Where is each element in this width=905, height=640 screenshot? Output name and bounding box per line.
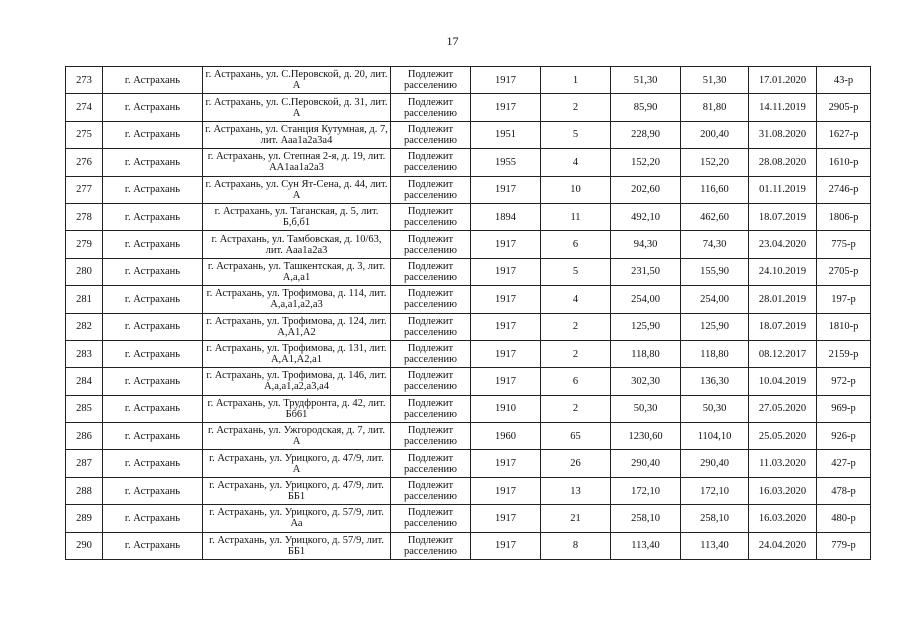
table-row — [66, 505, 871, 532]
address-cell: г. Астрахань, ул. Трофимова, д. 131, лит. А,А1,А2,а1 — [203, 340, 391, 367]
row-number-cell: 281 — [66, 286, 103, 313]
table-row — [66, 203, 871, 230]
row-number-cell: 285 — [66, 395, 103, 422]
living-area-cell: 74,30 — [681, 231, 749, 258]
year-cell: 1917 — [471, 532, 541, 559]
living-area-cell: 200,40 — [681, 121, 749, 148]
address-cell: г. Астрахань, ул. Трофимова, д. 124, лит. А,А1,А2 — [203, 313, 391, 340]
address-cell: г. Астрахань, ул. Тамбовская, д. 10/63, лит. Ааа1а2а3 — [203, 231, 391, 258]
total-area-cell: 202,60 — [611, 176, 681, 203]
living-area-cell: 462,60 — [681, 203, 749, 230]
year-cell: 1955 — [471, 149, 541, 176]
decision-date-cell: 25.05.2020 — [749, 423, 817, 450]
total-area-cell: 231,50 — [611, 258, 681, 285]
total-area-cell: 254,00 — [611, 286, 681, 313]
city-cell: г. Астрахань — [103, 532, 203, 559]
order-number-cell: 969-р — [817, 395, 871, 422]
city-cell: г. Астрахань — [103, 149, 203, 176]
status-cell: Подлежит расселению — [391, 67, 471, 94]
row-number-cell: 277 — [66, 176, 103, 203]
table-row — [66, 67, 871, 94]
living-area-cell: 152,20 — [681, 149, 749, 176]
order-number-cell: 197-р — [817, 286, 871, 313]
total-area-cell: 118,80 — [611, 340, 681, 367]
table-row — [66, 286, 871, 313]
residents-cell: 6 — [541, 368, 611, 395]
year-cell: 1917 — [471, 258, 541, 285]
year-cell: 1960 — [471, 423, 541, 450]
order-number-cell: 43-р — [817, 67, 871, 94]
total-area-cell: 125,90 — [611, 313, 681, 340]
residents-cell: 1 — [541, 67, 611, 94]
living-area-cell: 254,00 — [681, 286, 749, 313]
living-area-cell: 172,10 — [681, 477, 749, 504]
year-cell: 1917 — [471, 340, 541, 367]
table-row — [66, 395, 871, 422]
city-cell: г. Астрахань — [103, 94, 203, 121]
table-row — [66, 258, 871, 285]
address-cell: г. Астрахань, ул. Урицкого, д. 47/9, лит. ББ1 — [203, 477, 391, 504]
living-area-cell: 258,10 — [681, 505, 749, 532]
total-area-cell: 1230,60 — [611, 423, 681, 450]
address-cell: г. Астрахань, ул. Урицкого, д. 57/9, лит. Аа — [203, 505, 391, 532]
city-cell: г. Астрахань — [103, 203, 203, 230]
year-cell: 1917 — [471, 286, 541, 313]
table-row — [66, 313, 871, 340]
year-cell: 1917 — [471, 505, 541, 532]
order-number-cell: 926-р — [817, 423, 871, 450]
row-number-cell: 282 — [66, 313, 103, 340]
row-number-cell: 288 — [66, 477, 103, 504]
city-cell: г. Астрахань — [103, 505, 203, 532]
total-area-cell: 302,30 — [611, 368, 681, 395]
decision-date-cell: 24.04.2020 — [749, 532, 817, 559]
year-cell: 1917 — [471, 477, 541, 504]
residents-cell: 5 — [541, 121, 611, 148]
decision-date-cell: 16.03.2020 — [749, 477, 817, 504]
decision-date-cell: 14.11.2019 — [749, 94, 817, 121]
city-cell: г. Астрахань — [103, 395, 203, 422]
decision-date-cell: 08.12.2017 — [749, 340, 817, 367]
year-cell: 1917 — [471, 450, 541, 477]
status-cell: Подлежит расселению — [391, 532, 471, 559]
city-cell: г. Астрахань — [103, 450, 203, 477]
living-area-cell: 113,40 — [681, 532, 749, 559]
decision-date-cell: 10.04.2019 — [749, 368, 817, 395]
row-number-cell: 280 — [66, 258, 103, 285]
order-number-cell: 478-р — [817, 477, 871, 504]
table-body — [66, 67, 871, 560]
order-number-cell: 427-р — [817, 450, 871, 477]
status-cell: Подлежит расселению — [391, 340, 471, 367]
order-number-cell: 1806-р — [817, 203, 871, 230]
total-area-cell: 50,30 — [611, 395, 681, 422]
row-number-cell: 286 — [66, 423, 103, 450]
living-area-cell: 125,90 — [681, 313, 749, 340]
row-number-cell: 283 — [66, 340, 103, 367]
city-cell: г. Астрахань — [103, 368, 203, 395]
residents-cell: 21 — [541, 505, 611, 532]
residents-cell: 13 — [541, 477, 611, 504]
decision-date-cell: 18.07.2019 — [749, 313, 817, 340]
address-cell: г. Астрахань, ул. Урицкого, д. 47/9, лит. А — [203, 450, 391, 477]
table-row — [66, 450, 871, 477]
table-row — [66, 532, 871, 559]
status-cell: Подлежит расселению — [391, 149, 471, 176]
housing-registry-table — [65, 66, 871, 560]
residents-cell: 5 — [541, 258, 611, 285]
row-number-cell: 273 — [66, 67, 103, 94]
table-row — [66, 231, 871, 258]
status-cell: Подлежит расселению — [391, 368, 471, 395]
status-cell: Подлежит расселению — [391, 395, 471, 422]
living-area-cell: 116,60 — [681, 176, 749, 203]
living-area-cell: 118,80 — [681, 340, 749, 367]
row-number-cell: 278 — [66, 203, 103, 230]
residents-cell: 26 — [541, 450, 611, 477]
year-cell: 1917 — [471, 94, 541, 121]
row-number-cell: 274 — [66, 94, 103, 121]
year-cell: 1917 — [471, 313, 541, 340]
residents-cell: 4 — [541, 286, 611, 313]
residents-cell: 8 — [541, 532, 611, 559]
residents-cell: 4 — [541, 149, 611, 176]
status-cell: Подлежит расселению — [391, 203, 471, 230]
living-area-cell: 155,90 — [681, 258, 749, 285]
status-cell: Подлежит расселению — [391, 121, 471, 148]
decision-date-cell: 31.08.2020 — [749, 121, 817, 148]
address-cell: г. Астрахань, ул. С.Перовской, д. 31, лит. А — [203, 94, 391, 121]
order-number-cell: 779-р — [817, 532, 871, 559]
order-number-cell: 1610-р — [817, 149, 871, 176]
row-number-cell: 287 — [66, 450, 103, 477]
city-cell: г. Астрахань — [103, 423, 203, 450]
status-cell: Подлежит расселению — [391, 258, 471, 285]
order-number-cell: 972-р — [817, 368, 871, 395]
living-area-cell: 51,30 — [681, 67, 749, 94]
status-cell: Подлежит расселению — [391, 423, 471, 450]
year-cell: 1917 — [471, 176, 541, 203]
row-number-cell: 275 — [66, 121, 103, 148]
residents-cell: 10 — [541, 176, 611, 203]
table-row — [66, 149, 871, 176]
table-row — [66, 121, 871, 148]
year-cell: 1917 — [471, 368, 541, 395]
city-cell: г. Астрахань — [103, 67, 203, 94]
order-number-cell: 2159-р — [817, 340, 871, 367]
city-cell: г. Астрахань — [103, 313, 203, 340]
residents-cell: 11 — [541, 203, 611, 230]
address-cell: г. Астрахань, ул. С.Перовской, д. 20, лит. А — [203, 67, 391, 94]
order-number-cell: 2905-р — [817, 94, 871, 121]
row-number-cell: 289 — [66, 505, 103, 532]
year-cell: 1910 — [471, 395, 541, 422]
decision-date-cell: 18.07.2019 — [749, 203, 817, 230]
total-area-cell: 290,40 — [611, 450, 681, 477]
order-number-cell: 480-р — [817, 505, 871, 532]
living-area-cell: 290,40 — [681, 450, 749, 477]
city-cell: г. Астрахань — [103, 340, 203, 367]
status-cell: Подлежит расселению — [391, 231, 471, 258]
living-area-cell: 1104,10 — [681, 423, 749, 450]
table-row — [66, 423, 871, 450]
status-cell: Подлежит расселению — [391, 94, 471, 121]
city-cell: г. Астрахань — [103, 176, 203, 203]
total-area-cell: 172,10 — [611, 477, 681, 504]
order-number-cell: 775-р — [817, 231, 871, 258]
decision-date-cell: 24.10.2019 — [749, 258, 817, 285]
residents-cell: 2 — [541, 94, 611, 121]
table-row — [66, 340, 871, 367]
total-area-cell: 85,90 — [611, 94, 681, 121]
city-cell: г. Астрахань — [103, 286, 203, 313]
row-number-cell: 290 — [66, 532, 103, 559]
row-number-cell: 279 — [66, 231, 103, 258]
year-cell: 1894 — [471, 203, 541, 230]
year-cell: 1917 — [471, 67, 541, 94]
living-area-cell: 136,30 — [681, 368, 749, 395]
row-number-cell: 276 — [66, 149, 103, 176]
address-cell: г. Астрахань, ул. Таганская, д. 5, лит. Б,б,б1 — [203, 203, 391, 230]
decision-date-cell: 16.03.2020 — [749, 505, 817, 532]
total-area-cell: 51,30 — [611, 67, 681, 94]
table-row — [66, 368, 871, 395]
order-number-cell: 1627-р — [817, 121, 871, 148]
city-cell: г. Астрахань — [103, 258, 203, 285]
city-cell: г. Астрахань — [103, 477, 203, 504]
decision-date-cell: 23.04.2020 — [749, 231, 817, 258]
total-area-cell: 113,40 — [611, 532, 681, 559]
address-cell: г. Астрахань, ул. Трофимова, д. 114, лит. А,а,а1,а2,а3 — [203, 286, 391, 313]
address-cell: г. Астрахань, ул. Урицкого, д. 57/9, лит. ББ1 — [203, 532, 391, 559]
status-cell: Подлежит расселению — [391, 286, 471, 313]
status-cell: Подлежит расселению — [391, 477, 471, 504]
decision-date-cell: 28.01.2019 — [749, 286, 817, 313]
order-number-cell: 2746-р — [817, 176, 871, 203]
total-area-cell: 492,10 — [611, 203, 681, 230]
order-number-cell: 2705-р — [817, 258, 871, 285]
total-area-cell: 228,90 — [611, 121, 681, 148]
address-cell: г. Астрахань, ул. Трофимова, д. 146, лит. А,а,а1,а2,а3,а4 — [203, 368, 391, 395]
year-cell: 1917 — [471, 231, 541, 258]
address-cell: г. Астрахань, ул. Степная 2-я, д. 19, лит. АА1аа1а2а3 — [203, 149, 391, 176]
order-number-cell: 1810-р — [817, 313, 871, 340]
decision-date-cell: 01.11.2019 — [749, 176, 817, 203]
page-number: 17 — [446, 34, 459, 48]
address-cell: г. Астрахань, ул. Трудфронта, д. 42, лит. Бб61 — [203, 395, 391, 422]
table-row — [66, 94, 871, 121]
address-cell: г. Астрахань, ул. Сун Ят-Сена, д. 44, лит. А — [203, 176, 391, 203]
city-cell: г. Астрахань — [103, 231, 203, 258]
total-area-cell: 258,10 — [611, 505, 681, 532]
living-area-cell: 81,80 — [681, 94, 749, 121]
row-number-cell: 284 — [66, 368, 103, 395]
decision-date-cell: 27.05.2020 — [749, 395, 817, 422]
address-cell: г. Астрахань, ул. Станция Кутумная, д. 7, лит. Ааа1а2а3а4 — [203, 121, 391, 148]
city-cell: г. Астрахань — [103, 121, 203, 148]
residents-cell: 65 — [541, 423, 611, 450]
total-area-cell: 94,30 — [611, 231, 681, 258]
table-row — [66, 176, 871, 203]
decision-date-cell: 11.03.2020 — [749, 450, 817, 477]
decision-date-cell: 28.08.2020 — [749, 149, 817, 176]
residents-cell: 2 — [541, 313, 611, 340]
living-area-cell: 50,30 — [681, 395, 749, 422]
total-area-cell: 152,20 — [611, 149, 681, 176]
status-cell: Подлежит расселению — [391, 313, 471, 340]
status-cell: Подлежит расселению — [391, 176, 471, 203]
address-cell: г. Астрахань, ул. Ужгородская, д. 7, лит. А — [203, 423, 391, 450]
status-cell: Подлежит расселению — [391, 450, 471, 477]
decision-date-cell: 17.01.2020 — [749, 67, 817, 94]
residents-cell: 2 — [541, 395, 611, 422]
table-row — [66, 477, 871, 504]
address-cell: г. Астрахань, ул. Ташкентская, д. 3, лит. А,а,а1 — [203, 258, 391, 285]
year-cell: 1951 — [471, 121, 541, 148]
residents-cell: 2 — [541, 340, 611, 367]
residents-cell: 6 — [541, 231, 611, 258]
status-cell: Подлежит расселению — [391, 505, 471, 532]
